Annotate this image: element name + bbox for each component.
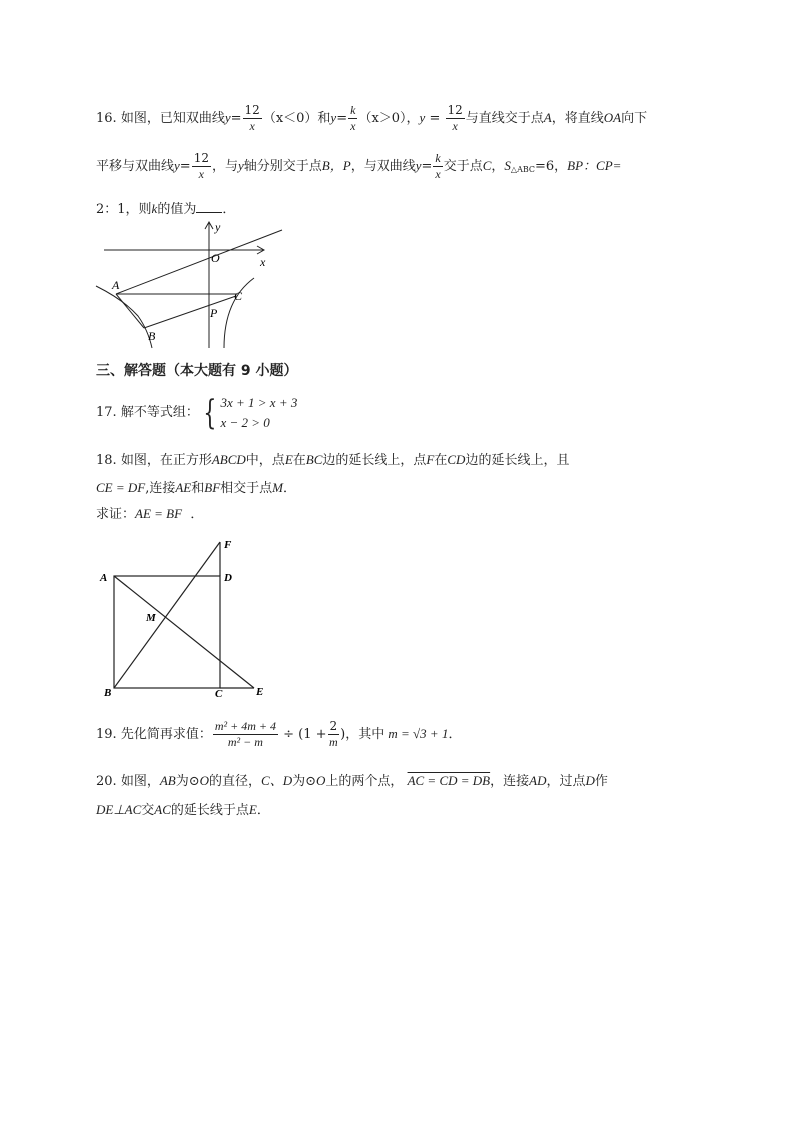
label-B: B [148,329,156,343]
figure-18-square-diagram [96,536,276,698]
q16-line3: 2：1，则k的值为 ． [96,201,236,217]
q18-line1: 18. 如图，在正方形ABCD中，点E在BC边的延长线上，点F在CD边的延长线上，且 [96,452,570,468]
q18-number: 18. [96,453,117,468]
fraction-12-over-x-3: $\frac{12}{x}$ [193,151,209,181]
label-F: F [224,539,232,551]
label-A: A [112,278,120,292]
fraction-12-over-x-2: $\frac{12}{x}$ [447,103,463,133]
q20-line1: 20. 如图，AB为⊙O的直径，C、D为⊙O上的两个点， AC = CD = DB，连接AD，过点D作 [96,773,608,789]
q19: 19. 先化简再求值： $\frac{\text{m² + 4m + 4}}{\text{m² − m}}$ ÷ (1 + $\frac{2}{m}$ )，其中 m = √3 + 1． [96,719,462,749]
label-B: B [104,687,112,698]
fraction-k-over-x-2: $\frac{k}{x}$ [435,151,441,181]
fraction-k-over-x: $\frac{k}{x}$ [350,103,356,133]
figure-16-hyperbola-diagram [94,220,294,350]
label-D: D [224,572,232,584]
label-y: y [215,220,221,234]
label-O: O [211,251,220,265]
answer-blank [196,200,222,213]
q18-prove: 求证：AE = BF ． [96,506,204,522]
q17-number: 17. [96,405,117,420]
label-C: C [234,289,243,303]
q16-line1: 16. 如图，已知双曲线y= $\frac{12}{x}$ （x＜0）和y= $\frac{k}{x}$ （x＞0），y = $\frac{12}{x}$ 与直线交于点A，将直线OA向下 [96,103,648,133]
arc-equation: AC = CD = DB [407,773,491,788]
q16-line2: 平移与双曲线y= $\frac{12}{x}$ ，与y轴分别交于点B，P，与双曲线y= $\frac{k}{x}$ 交于点C，$S_{\triangle ABC}=6$，BP：CP= [96,151,622,181]
q20-number: 20. [96,774,117,789]
fraction-2-over-m: $\frac{2}{m}$ [329,719,338,749]
system-brace: { [203,393,217,433]
q17: 17. 解不等式组： { 3x + 1 > x + 3 x − 2 > 0 [96,393,298,433]
label-C: C [215,688,223,698]
label-P: P [210,306,218,320]
label-x: x [260,255,266,269]
label-E: E [256,686,264,698]
fraction-12-over-x: $\frac{12}{x}$ [244,103,260,133]
section-3-heading: 三、解答题（本大题有 9 小题） [96,363,298,379]
label-M: M [146,612,156,624]
label-A: A [100,572,108,584]
inequality-system: 3x + 1 > x + 3 x − 2 > 0 [220,395,298,430]
q18-line2: CE = DF,连接AE和BF相交于点M． [96,480,297,496]
q20-line2: DE⊥AC交AC的延长线于点E． [96,802,270,818]
fraction-expression: $\frac{\text{m² + 4m + 4}}{\text{m² − m}}$ [214,719,276,749]
q16-number: 16. [96,111,117,126]
q19-number: 19. [96,727,117,742]
